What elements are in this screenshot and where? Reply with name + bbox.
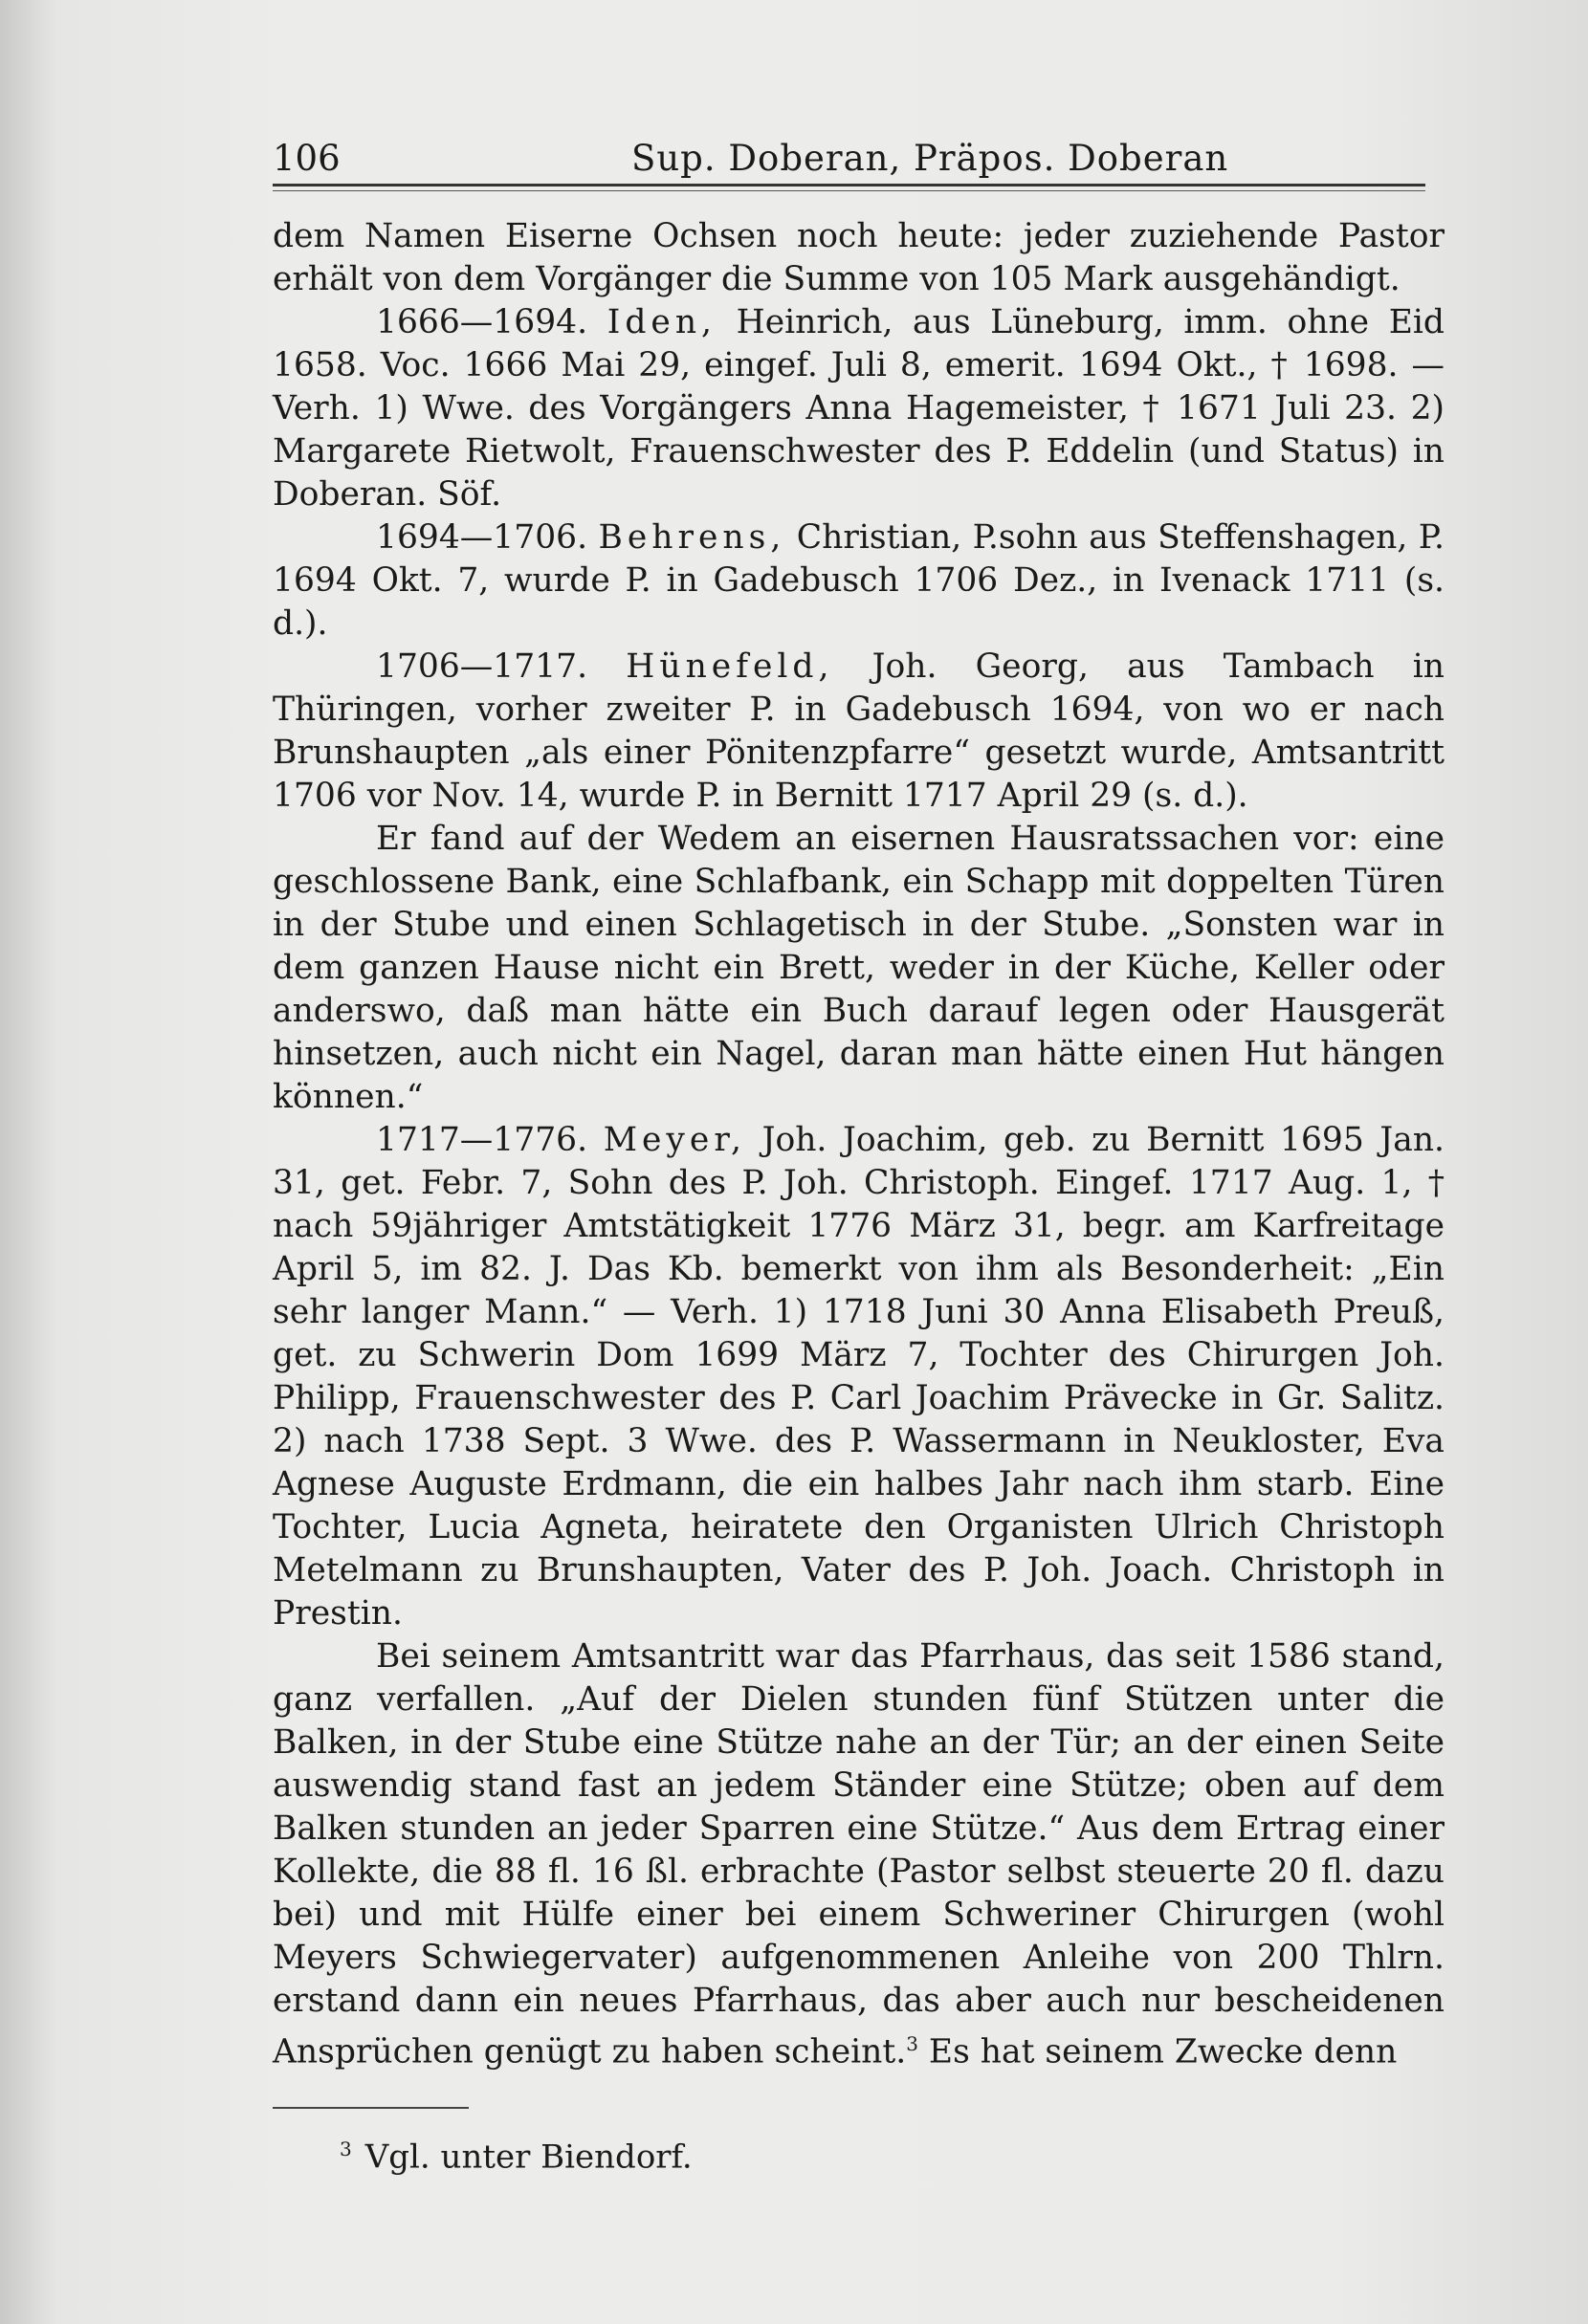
entry-years: 1666—1694. [376,303,588,341]
footnote-marker: 3 [340,2138,352,2160]
paragraph: Er fand auf der Wedem an eisernen Hausratssachen vor: eine geschlossene Bank, eine Schlafbank, ein Schapp mit doppelten Türen in der Stube und einen Schlagetisch in der Stube. „Sonsten war in dem ganzen Hause nicht ein Brett, weder in der Küche, Keller oder anderswo, daß man hätte ein Buch darauf legen oder Hausgerät hinsetzen, auch nicht ein Nagel, daran man hätte einen Hut hängen können.“ [273,820,1445,1116]
body-text [273,215,1445,2074]
paragraph: Bei seinem Amtsantritt war das Pfarrhaus, das seit 1586 stand, ganz verfallen. „Auf der Dielen stunden fünf Stützen unter die Balken, in der Stube eine Stütze nahe an der Tür; an der einen Seite auswendig stand fast an jedem Ständer eine Stütze; oben auf dem Balken stunden an jeder Sparren eine Stütze.“ Aus dem Ertrag einer Kollekte, die 88 fl. 16 ßl. erbrachte (Pastor selbst steuerte 20 fl. dazu bei) und mit Hülfe einer bei einem Schweriner Chirurgen (wohl Meyers Schwiegervater) aufgenommenen Anleihe von 200 Thlrn. erstand dann ein neues Pfarrhaus, das aber auch nur bescheidenen Ansprüchen genügt zu haben scheint.$^3$ Es hat seinem Zwecke denn [273,1637,1445,2072]
entry-iden [273,301,1445,516]
page-number: 106 [273,138,341,179]
entry-text: Joh. Joachim, geb. zu Bernitt 1695 Jan. 31, get. Febr. 7, Sohn des P. Joh. Christoph. Eingef. 1717 Aug. 1, † nach 59jähriger Amtstätigkeit 1776 März 31, begr. am Karfreitage April 5, im 82. J. Das Kb. bemerkt von ihm als Besonderheit: „Ein sehr langer Mann.“ — Verh. 1) 1718 Juni 30 Anna Elisabeth Preuß, get. zu Schwerin Dom 1699 März 7, Tochter des Chirurgen Joh. Philipp, Frauenschwester des P. Carl Joachim Prävecke in Gr. Salitz. 2) nach 1738 Sept. 3 Wwe. des P. Wassermann in Neukloster, Eva Agnese Auguste Erdmann, die ein halbes Jahr nach ihm starb. Eine Tochter, Lucia Agneta, heiratete den Organisten Ulrich Christoph Metelmann zu Brunshaupten, Vater des P. Joh. Joach. Christoph in Prestin. [273,1121,1445,1633]
entry-text: Christian, P.sohn aus Steffenshagen, P. 1694 Okt. 7, wurde P. in Gadebusch 1706 Dez., in Ivenack 1711 (s. d.). [273,518,1445,643]
paragraph: dem Namen Eiserne Ochsen noch heute: jeder zuziehende Pastor erhält von dem Vorgänger die Summe von 105 Mark ausgehändigt. [273,217,1445,298]
entry-years: 1706—1717. [376,647,588,686]
entry-text: Joh. Georg, aus Tambach in Thüringen, vorher zweiter P. in Gadebusch 1694, von wo er nach Brunshaupten „als einer Pönitenzpfarre“ gesetzt wurde, Amtsantritt 1706 vor Nov. 14, wurde P. in Bernitt 1717 April 29 (s. d.). [273,647,1445,815]
entry-name: Behrens, [598,518,786,557]
footnote-reference[interactable]: 3 [906,2032,918,2055]
running-header [273,134,1425,182]
footnote-text: Vgl. unter Biendorf. [364,2138,693,2177]
entry-huenefeld [273,646,1445,818]
entry-name: Meyer, [603,1121,747,1159]
entry-meyer [273,1119,1445,1635]
entry-years: 1717—1776. [376,1121,588,1159]
entry-years: 1694—1706. [376,518,588,557]
header-rule-thin [273,190,1425,191]
footnote [340,2128,1201,2179]
footnote-rule [273,2107,469,2109]
entry-text: Heinrich, aus Lüneburg, imm. ohne Eid 1658. Voc. 1666 Mai 29, eingef. Juli 8, emerit. 1694 Okt., † 1698. — Verh. 1) Wwe. des Vorgängers Anna Hagemeister, † 1671 Juli 23. 2) Margarete Rietwolt, Frauenschwester des P. Eddelin (und Status) in Doberan. Söf. [273,303,1445,514]
entry-name: Hünefeld, [626,647,834,686]
running-title: Sup. Doberan, Präpos. Doberan [631,138,1229,179]
entry-behrens [273,516,1445,646]
header-rule [273,184,1425,186]
entry-name: Iden, [607,303,717,341]
